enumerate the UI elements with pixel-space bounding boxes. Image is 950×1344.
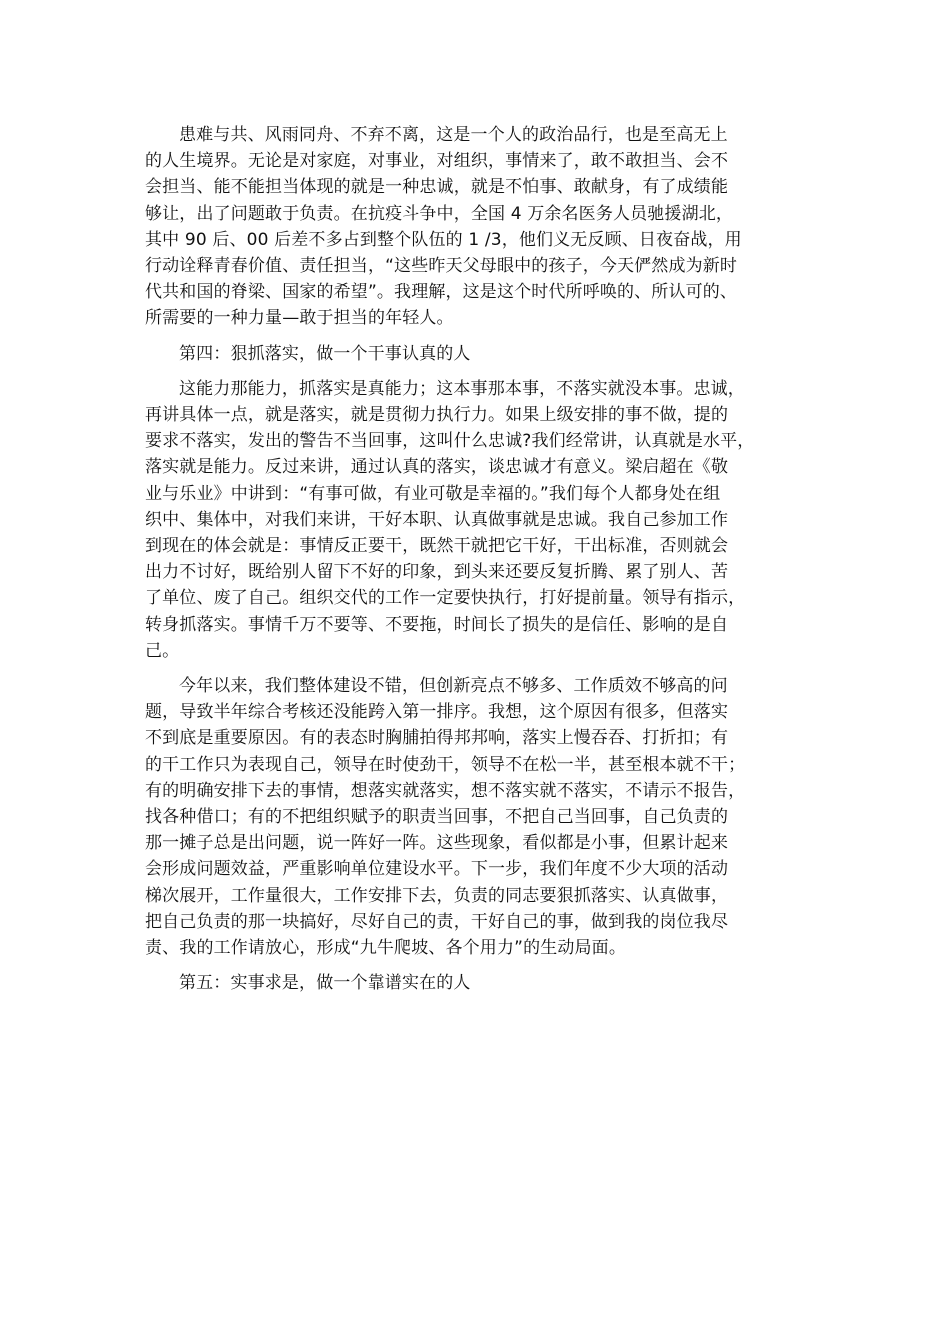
document-page [145,122,807,1006]
paragraph-shared-hardship: 患难与共、风雨同舟、不弃不离，这是一个人的政治品行，也是至高无上 的人生境界。无论是对家庭，对事业，对组织，事情来了，敢不敢担当、会不 会担当、能不能担当体现的就是一种忠诚，就是不怕事、敢献身，有了成绩能 够让，出了问题敢于负责。在抗疫斗争中，全国 4 万余名医务人员驰援湖北， 其中 90 后、00 后差不多占到整个队伍的 1 /3，他们义无反顾、日夜奋战，用 行动诠释青春价值、责任担当，“这些昨天父母眼中的孩子，今天俨然成为新时 代共和国的脊梁、国家的希望”。我理解，这是这个时代所呼唤的、所认可的、 所需要的一种力量—敢于担当的年轻人。 [145,125,742,329]
section-heading-five: 第五：实事求是，做一个靠谱实在的人 [179,973,471,994]
section-heading-four: 第四：狠抓落实，做一个干事认真的人 [179,343,471,364]
paragraph-this-year-review: 今年以来，我们整体建设不错，但创新亮点不够多、工作质效不够高的问 题，导致半年综合考核还没能跨入第一排序。我想，这个原因有很多，但落实 不到底是重要原因。有的表态时胸脯拍得邦邦响，落实上慢吞吞、打折扣；有 的干工作只为表现自己，领导在时使劲干，领导不在松一半，甚至根本就不干； 有的明确安排下去的事情，想落实就落实，想不落实就不落实，不请示不报告， 找各种借口；有的不把组织赋予的职责当回事，不把自己当回事，自己负责的 那一摊子总是出问题，说一阵好一阵。这些现象，看似都是小事，但累计起来 会形成问题效益，严重影响单位建设水平。下一步，我们年度不少大项的活动 梯次展开，工作量很大，工作安排下去，负责的同志要狠抓落实、认真做事， 把自己负责的那一块搞好，尽好自己的责，干好自己的事，做到我的岗位我尽 责、我的工作请放心，形成“九牛爬坡、各个用力”的生动局面。 [145,676,746,959]
paragraph-implementation-ability: 这能力那能力，抓落实是真能力；这本事那本事，不落实就没本事。忠诚， 再讲具体一点，就是落实，就是贯彻力执行力。如果上级安排的事不做，提的 要求不落实，发出的警告不当回事，这叫什么忠诚?我们经常讲，认真就是水平， 落实就是能力。反过来讲，通过认真的落实，谈忠诚才有意义。梁启超在《敬 业与乐业》中讲到：“有事可做，有业可敬是幸福的。”我们每个人都身处在组 织中、集体中，对我们来讲，干好本职、认真做事就是忠诚。我自己参加工作 到现在的体会就是：事情反正要干，既然干就把它干好，干出标准，否则就会 出力不讨好，既给别人留下不好的印象，到头来还要反复折腾、累了别人、苦 了单位、废了自己。组织交代的工作一定要快执行，打好提前量。领导有指示， 转身抓落实。事情千万不要等、不要拖，时间长了损失的是信任、影响的是自 己。 [145,378,755,661]
